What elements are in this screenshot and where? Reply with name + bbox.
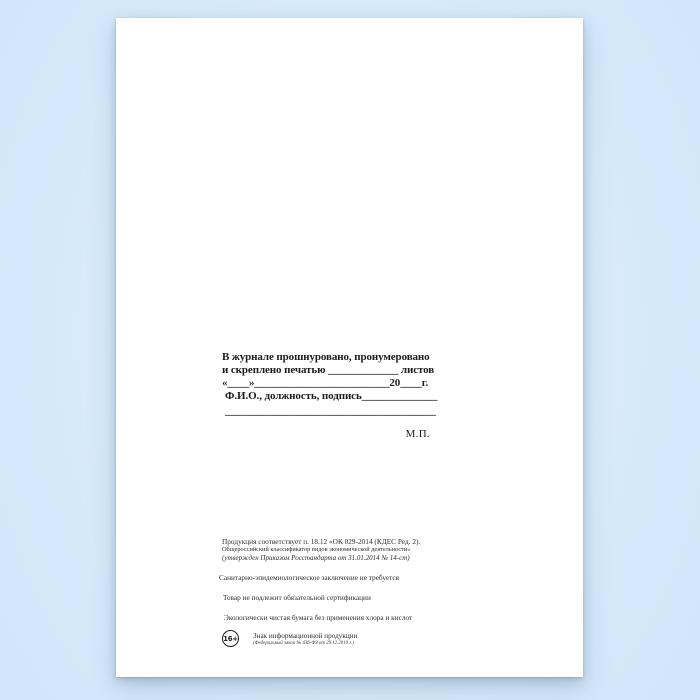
binding-record-block: [222, 351, 438, 440]
age-mark-row: [222, 630, 482, 647]
sanitary-conclusion-line: Санитарно-эпидемиологическое заключение не требуется: [219, 573, 400, 582]
product-compliance-line-1: Продукция соответствует п. 18.12 «ОК 029-2014 (КДЕС Ред. 2).: [222, 537, 421, 546]
binding-record-line-3: «____»_________________________20____г.: [222, 376, 429, 389]
document-page: [116, 18, 583, 677]
certification-line: Товар не подлежит обязательной сертификации: [223, 593, 371, 602]
binding-record-line-1: В журнале прошнуровано, пронумеровано: [222, 351, 430, 363]
seal-place-mark: М.П.: [405, 427, 430, 440]
binding-record-line-4: Ф.И.О., должность, подпись______________: [225, 389, 438, 402]
binding-record-line-2: и скреплено печатью _____________ листов: [222, 363, 435, 376]
age-16-badge-icon: 16+: [222, 630, 239, 647]
compliance-block: [219, 537, 482, 647]
binding-record-line-5: _______________________________________: [225, 404, 436, 417]
info-sign-text: [253, 630, 357, 647]
product-compliance-line-3: (утвержден Приказом Росстандарта от 31.01.2014 № 14-ст): [222, 554, 410, 562]
eco-paper-line: Экологически чистая бумага без применения хлора и кислот: [224, 613, 413, 622]
product-compliance-line-2: Общероссийский классификатор видов экономической деятельности»: [222, 546, 411, 553]
info-sign-law: (Федеральный закон № 436-ФЗ от 29.12.2010 г.): [253, 640, 355, 646]
info-sign-title: Знак информационной продукции: [253, 632, 358, 640]
